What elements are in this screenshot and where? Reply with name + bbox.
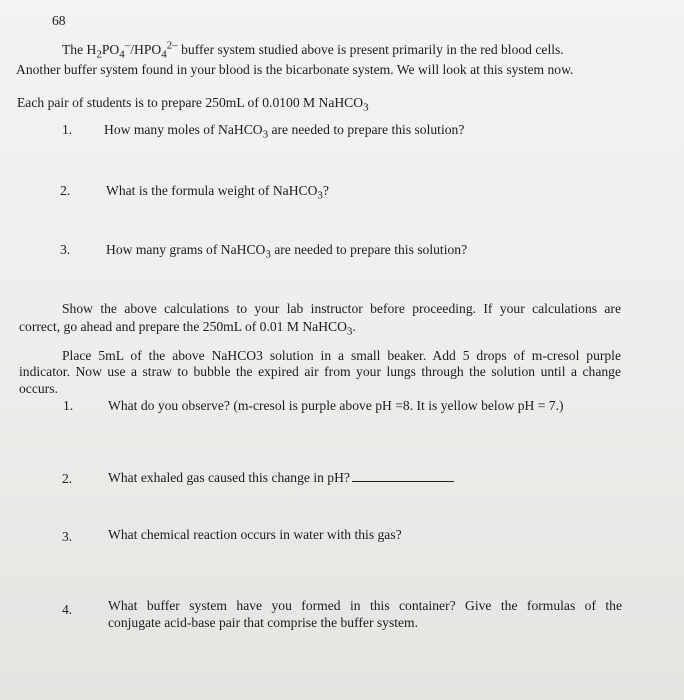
p2-q1-text: What do you observe? (m-cresol is purple above pH =8. It is yellow below pH = 7.) [108,398,564,413]
p2-q3-text: What chemical reaction occurs in water with this gas? [108,527,402,542]
p2-q3-number: 3. [62,529,73,544]
p2-q4-line-1: What buffer system have you formed in this container? Give the formulas of the [108,598,622,613]
page-number: 68 [52,13,66,28]
p2-q2-number: 2. [62,471,73,486]
q1-number: 1. [62,122,73,137]
p2-q1-number: 1. [63,398,74,413]
show-calc-line-1: Show the above calculations to your lab instructor before proceeding. If your calculations are [62,301,621,316]
show-calc-line-2: correct, go ahead and prepare the 250mL of 0.01 M NaHCO$_3$. [19,319,356,338]
procedure-line-2: indicator. Now use a straw to bubble the expired air from your lungs through the solution until a change [19,364,621,379]
procedure-line-3: occurs. [19,381,58,396]
q3-text: How many grams of NaHCO$_3$ are needed to prepare this solution? [106,242,468,261]
p2-q2-text: What exhaled gas caused this change in pH? [108,469,454,486]
answer-blank-line[interactable] [352,469,454,482]
intro-line-2: Another buffer system found in your blood is the bicarbonate system. We will look at this system now. [16,62,574,77]
intro-line-1: The $H_2PO_4^-/HPO_4^{2-}$ buffer system studied above is present primarily in the red blood cells. [62,39,564,61]
q2-number: 2. [60,183,71,198]
q2-text: What is the formula weight of NaHCO$_3$? [106,183,329,202]
q1-text: How many moles of NaHCO$_3$ are needed to prepare this solution? [104,122,465,141]
p2-q4-number: 4. [62,602,73,617]
p2-q4-line-2: conjugate acid-base pair that comprise the buffer system. [108,615,419,630]
prep-statement: Each pair of students is to prepare 250mL of 0.0100 M NaHCO$_3$ [17,95,369,114]
q3-number: 3. [60,242,71,257]
procedure-line-1: Place 5mL of the above NaHCO3 solution in a small beaker. Add 5 drops of m-cresol purple [62,348,621,363]
